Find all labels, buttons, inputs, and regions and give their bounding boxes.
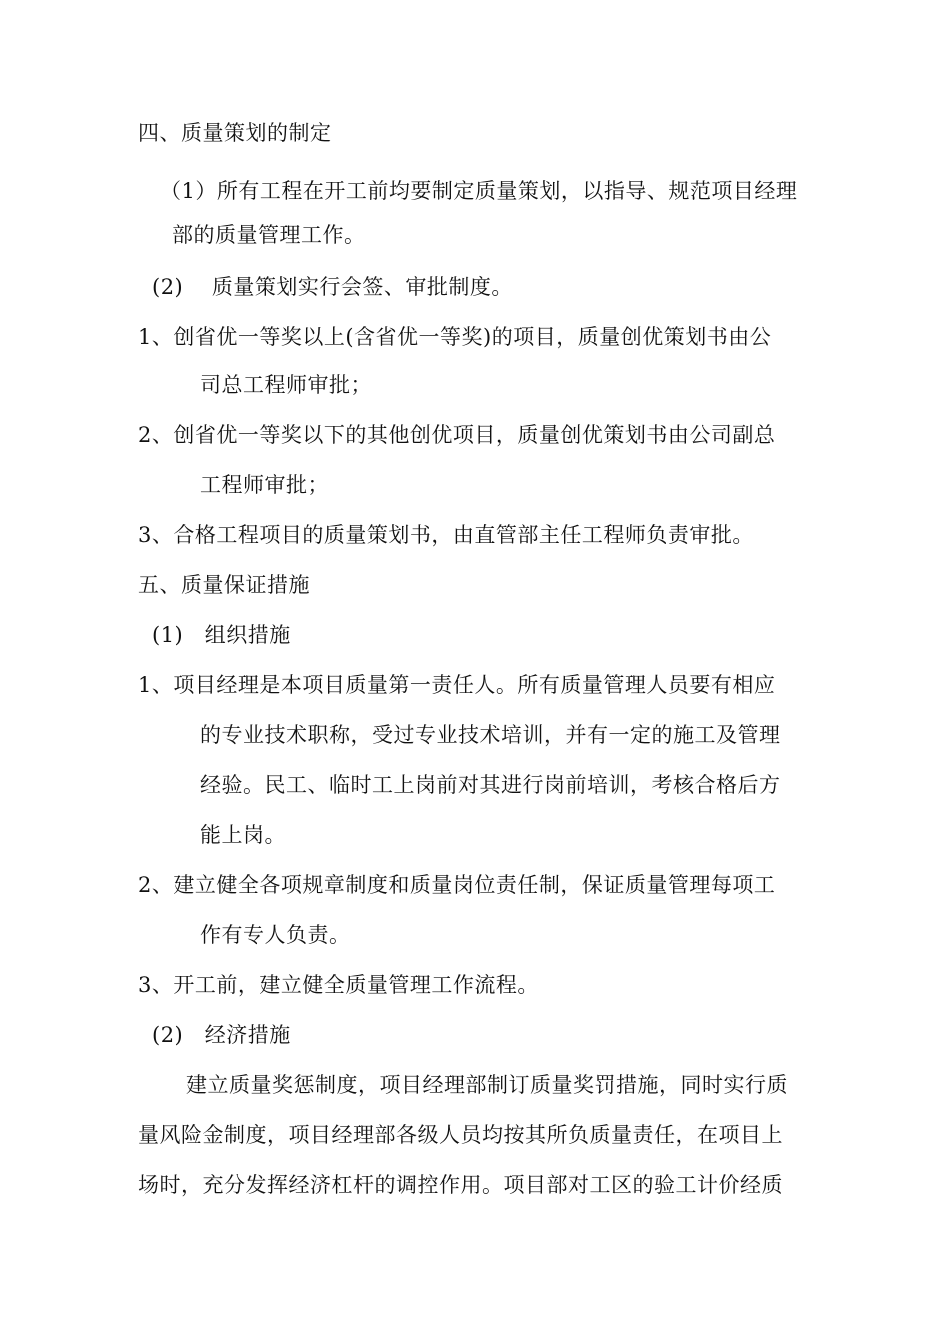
paragraph-line: （1）所有工程在开工前均要制定质量策划，以指导、规范项目经理 — [160, 179, 798, 203]
list-item-line: 司总工程师审批； — [200, 373, 372, 397]
list-item-line: 工程师审批； — [200, 473, 329, 497]
list-item-line: 1、创省优一等奖以上(含省优一等奖)的项目，质量创优策划书由公 — [138, 325, 772, 349]
subheading-line: (2) 经济措施 — [152, 1023, 291, 1047]
paragraph-line: 建立质量奖惩制度，项目经理部制订质量奖罚措施，同时实行质 — [186, 1073, 788, 1097]
list-item-line: 1、项目经理是本项目质量第一责任人。所有质量管理人员要有相应 — [138, 673, 776, 697]
list-item-line: 能上岗。 — [200, 823, 286, 847]
list-item-line: 2、创省优一等奖以下的其他创优项目，质量创优策划书由公司副总 — [138, 423, 776, 447]
section-heading-5: 五、质量保证措施 — [138, 573, 310, 597]
list-item-line: 经验。民工、临时工上岗前对其进行岗前培训，考核合格后方 — [200, 773, 781, 797]
list-item-line: 2、建立健全各项规章制度和质量岗位责任制，保证质量管理每项工 — [138, 873, 776, 897]
list-item-line: 作有专人负责。 — [200, 923, 351, 947]
list-item-line: 3、开工前，建立健全质量管理工作流程。 — [138, 973, 539, 997]
paragraph-line: 场时，充分发挥经济杠杆的调控作用。项目部对工区的验工计价经质 — [138, 1173, 783, 1197]
subheading-line: (1) 组织措施 — [152, 623, 291, 647]
section-heading-4: 四、质量策划的制定 — [138, 121, 332, 145]
list-item-line: 3、合格工程项目的质量策划书，由直管部主任工程师负责审批。 — [138, 523, 754, 547]
subheading-line: (2) 质量策划实行会签、审批制度。 — [152, 275, 513, 299]
paragraph-line: 量风险金制度，项目经理部各级人员均按其所负质量责任，在项目上 — [138, 1123, 783, 1147]
list-item-line: 的专业技术职称，受过专业技术培训，并有一定的施工及管理 — [200, 723, 781, 747]
paragraph-line: 部的质量管理工作。 — [172, 223, 366, 247]
